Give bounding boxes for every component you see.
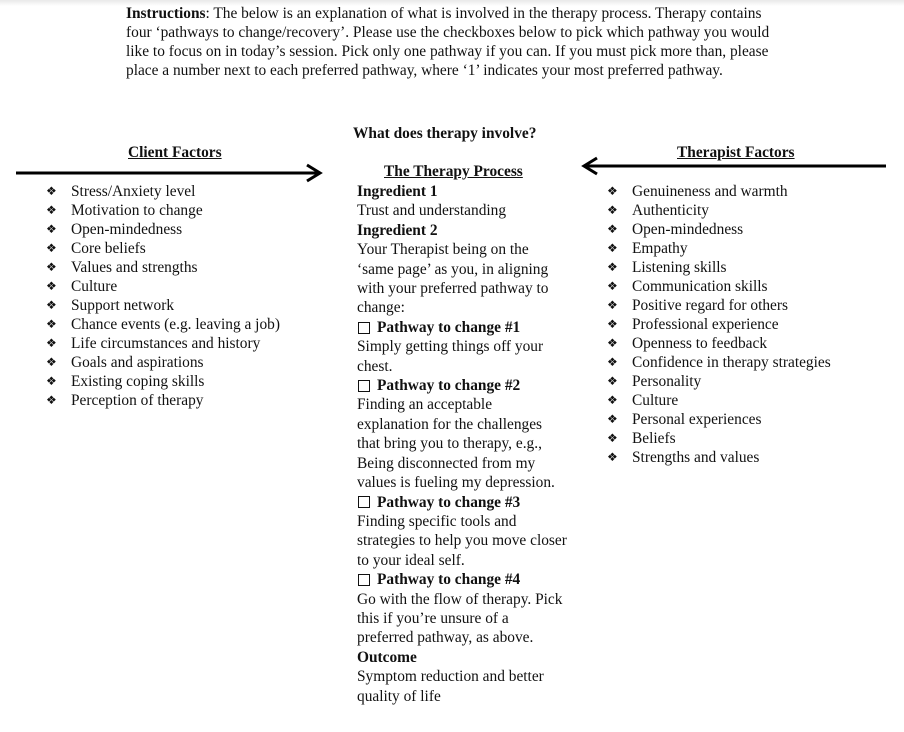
list-item-text: Core beliefs <box>71 240 146 257</box>
list-item-text: Personal experiences <box>632 411 762 428</box>
diamond-bullet-icon: ❖ <box>607 393 618 407</box>
list-item-text: Support network <box>71 297 175 314</box>
diamond-bullet-icon: ❖ <box>607 260 618 274</box>
diamond-bullet-icon: ❖ <box>607 279 618 293</box>
arrow-right-icon <box>14 162 326 184</box>
list-item <box>607 410 831 429</box>
instructions-paragraph <box>126 4 776 80</box>
list-item <box>607 315 831 334</box>
list-item-text: Culture <box>71 278 118 295</box>
list-item <box>607 239 831 258</box>
list-item-text: Communication skills <box>632 278 768 295</box>
list-item <box>46 239 280 258</box>
list-item-text: Beliefs <box>632 430 676 447</box>
list-item <box>46 201 280 220</box>
pathway-1-option[interactable] <box>357 318 567 337</box>
therapist-factors-heading: Therapist Factors <box>677 144 795 161</box>
pathway-3-label: Pathway to change #3 <box>377 493 521 511</box>
therapy-process-column <box>357 182 567 706</box>
instructions-label: Instructions <box>126 5 206 22</box>
list-item <box>607 391 831 410</box>
pathway-4-label: Pathway to change #4 <box>377 571 521 589</box>
list-item <box>607 353 831 372</box>
list-item-text: Perception of therapy <box>71 392 204 409</box>
list-item <box>607 334 831 353</box>
list-item <box>46 372 280 391</box>
pathway-3-text: Finding specific tools and strategies to help you move closer to your ideal self. <box>357 512 567 569</box>
list-item <box>46 296 280 315</box>
section-question: What does therapy involve? <box>353 125 537 142</box>
client-factors-list <box>46 182 280 410</box>
list-item <box>46 258 280 277</box>
list-item-text: Culture <box>632 392 679 409</box>
pathway-1-checkbox[interactable] <box>358 322 370 334</box>
diamond-bullet-icon: ❖ <box>607 203 618 217</box>
instructions-text: : The below is an explanation of what is involved in the therapy process. Therapy contains four ‘pathways to change/recovery’. Please use the checkboxes below to pick which pathway you would like to focus on in today’s session. Pick only one pathway if you can. If you must pick more than, please place a number next to each preferred pathway, where ‘1’ indicates your most preferred pathway. <box>126 5 770 79</box>
diamond-bullet-icon: ❖ <box>46 241 57 255</box>
pathway-2-option[interactable] <box>357 376 567 395</box>
list-item <box>607 448 831 467</box>
list-item-text: Authenticity <box>632 202 709 219</box>
list-item <box>607 182 831 201</box>
therapy-process-heading: The Therapy Process <box>384 163 523 180</box>
diamond-bullet-icon: ❖ <box>607 336 618 350</box>
list-item <box>46 334 280 353</box>
list-item-text: Existing coping skills <box>71 373 205 390</box>
pathway-3-option[interactable] <box>357 493 567 512</box>
list-item-text: Goals and aspirations <box>71 354 204 371</box>
diamond-bullet-icon: ❖ <box>607 317 618 331</box>
diamond-bullet-icon: ❖ <box>607 431 618 445</box>
list-item <box>46 220 280 239</box>
list-item-text: Open-mindedness <box>71 221 183 238</box>
list-item <box>607 429 831 448</box>
diamond-bullet-icon: ❖ <box>607 184 618 198</box>
client-factors-heading: Client Factors <box>128 144 222 161</box>
list-item-text: Listening skills <box>632 259 727 276</box>
pathway-4-checkbox[interactable] <box>358 574 370 586</box>
list-item <box>607 277 831 296</box>
list-item-text: Personality <box>632 373 702 390</box>
list-item <box>46 277 280 296</box>
list-item <box>607 220 831 239</box>
diamond-bullet-icon: ❖ <box>607 355 618 369</box>
diamond-bullet-icon: ❖ <box>46 279 57 293</box>
list-item-text: Open-mindedness <box>632 221 744 238</box>
list-item <box>46 353 280 372</box>
list-item-text: Professional experience <box>632 316 779 333</box>
diamond-bullet-icon: ❖ <box>607 450 618 464</box>
diamond-bullet-icon: ❖ <box>46 317 57 331</box>
outcome-text: Symptom reduction and better quality of life <box>357 668 544 705</box>
diamond-bullet-icon: ❖ <box>46 203 57 217</box>
pathway-2-text: Finding an acceptable explanation for the challenges that bring you to therapy, e.g., Being disconnected from my values is fueling my depression. <box>357 396 555 492</box>
ingredient-1-title: Ingredient 1 <box>357 183 438 200</box>
list-item-text: Positive regard for others <box>632 297 789 314</box>
ingredient-1-text: Trust and understanding <box>357 202 507 220</box>
diamond-bullet-icon: ❖ <box>46 184 57 198</box>
therapist-factors-list <box>607 182 831 467</box>
diamond-bullet-icon: ❖ <box>46 222 57 236</box>
list-item <box>46 315 280 334</box>
list-item-text: Openness to feedback <box>632 335 768 352</box>
pathway-2-label: Pathway to change #2 <box>377 377 521 395</box>
list-item-text: Values and strengths <box>71 259 198 276</box>
diamond-bullet-icon: ❖ <box>607 241 618 255</box>
diamond-bullet-icon: ❖ <box>46 298 57 312</box>
pathway-3-checkbox[interactable] <box>358 496 370 508</box>
diamond-bullet-icon: ❖ <box>46 336 57 350</box>
list-item-text: Empathy <box>632 240 688 257</box>
pathway-4-text: Go with the flow of therapy. Pick this if you’re unsure of a preferred pathway, as above. <box>357 590 563 647</box>
list-item-text: Chance events (e.g. leaving a job) <box>71 316 280 333</box>
list-item-text: Strengths and values <box>632 449 760 466</box>
pathway-2-checkbox[interactable] <box>358 380 370 392</box>
diamond-bullet-icon: ❖ <box>607 222 618 236</box>
pathway-1-text: Simply getting things off your chest. <box>357 338 544 375</box>
list-item <box>46 182 280 201</box>
list-item-text: Genuineness and warmth <box>632 183 788 200</box>
pathway-1-label: Pathway to change #1 <box>377 318 521 336</box>
diamond-bullet-icon: ❖ <box>46 393 57 407</box>
list-item-text: Motivation to change <box>71 202 203 219</box>
list-item <box>607 258 831 277</box>
arrow-left-icon <box>580 155 890 177</box>
list-item <box>607 201 831 220</box>
ingredient-2-text: Your Therapist being on the ‘same page’ as you, in aligning with your preferred pathway to change: <box>357 241 549 317</box>
list-item-text: Confidence in therapy strategies <box>632 354 831 371</box>
list-item-text: Stress/Anxiety level <box>71 183 196 200</box>
diamond-bullet-icon: ❖ <box>607 374 618 388</box>
list-item <box>607 296 831 315</box>
diamond-bullet-icon: ❖ <box>607 298 618 312</box>
ingredient-2-title: Ingredient 2 <box>357 221 438 239</box>
list-item-text: Life circumstances and history <box>71 335 261 352</box>
diamond-bullet-icon: ❖ <box>607 412 618 426</box>
list-item <box>46 391 280 410</box>
list-item <box>607 372 831 391</box>
diamond-bullet-icon: ❖ <box>46 374 57 388</box>
pathway-4-option[interactable] <box>357 570 567 589</box>
diamond-bullet-icon: ❖ <box>46 260 57 274</box>
diamond-bullet-icon: ❖ <box>46 355 57 369</box>
outcome-title: Outcome <box>357 648 417 666</box>
